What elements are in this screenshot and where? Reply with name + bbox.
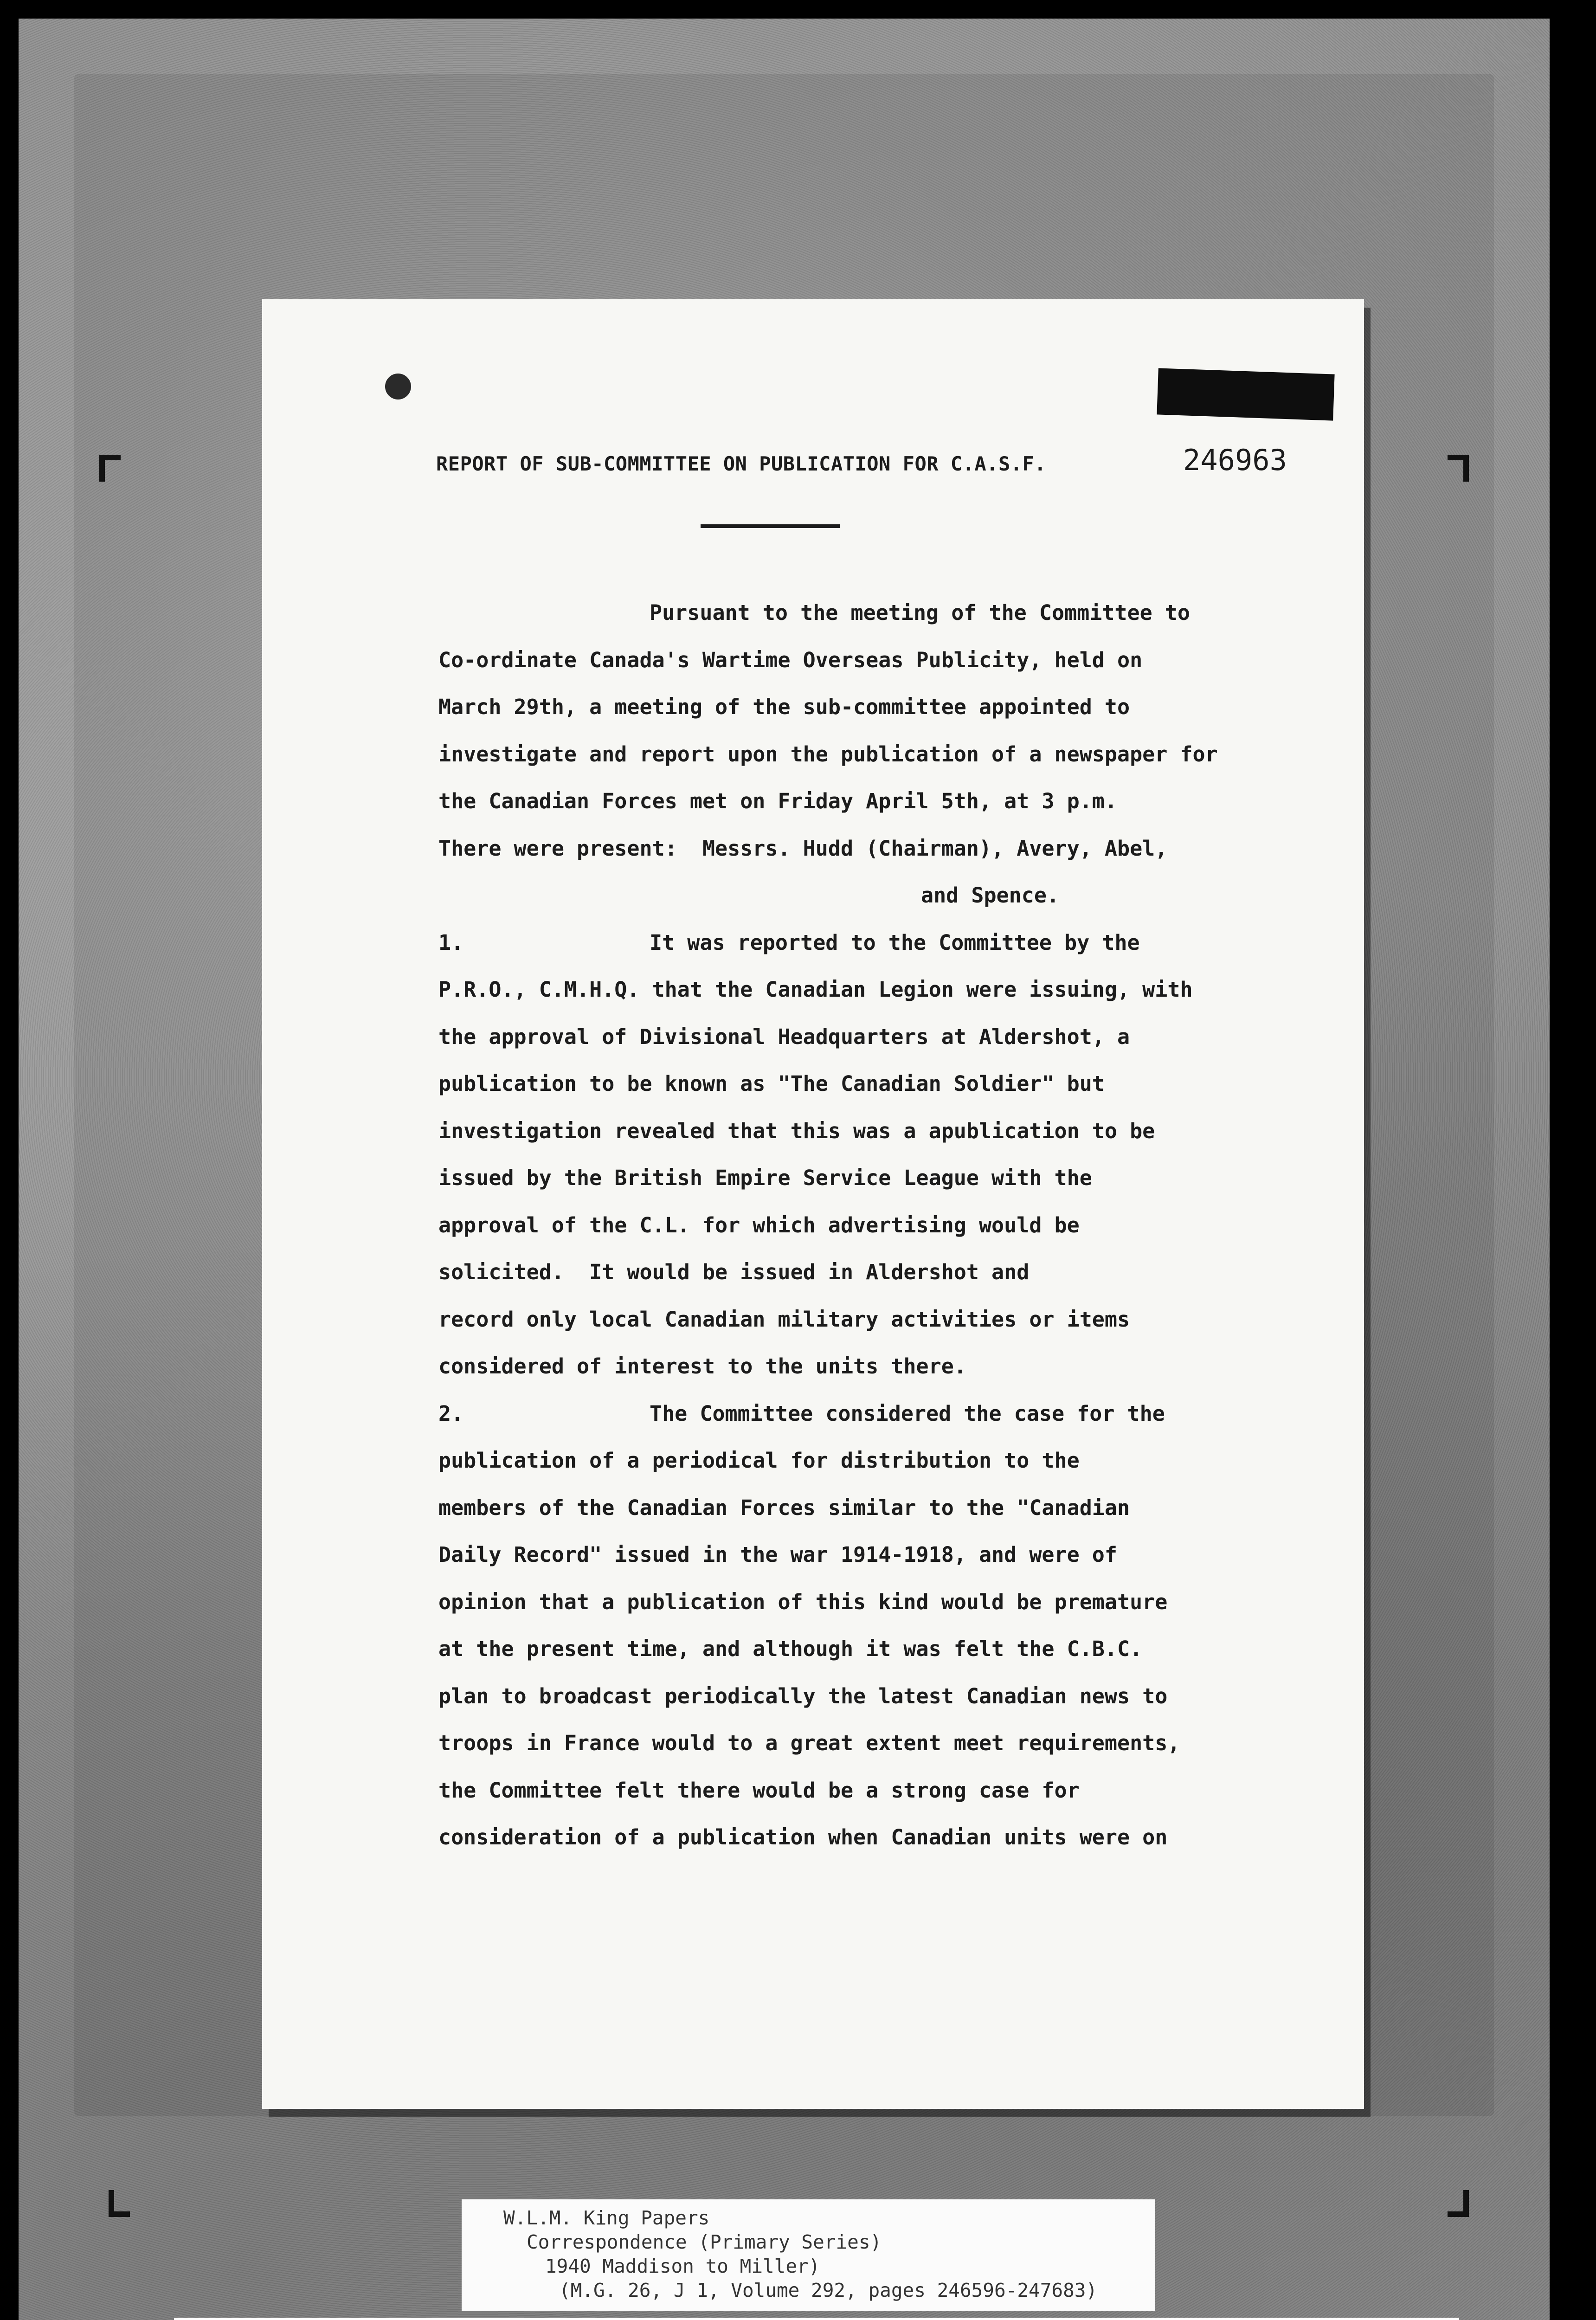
line-text: The Committee considered the case for the bbox=[650, 1401, 1165, 1426]
document-line: considered of interest to the units there. bbox=[438, 1354, 966, 1379]
crop-mark-top-left bbox=[99, 455, 121, 482]
title-underline bbox=[701, 524, 840, 528]
black-tape-strip bbox=[1157, 368, 1334, 420]
document-line: Co-ordinate Canada's Wartime Overseas Publicity, held on bbox=[438, 647, 1143, 672]
document-line: the Committee felt there would be a strong case for bbox=[438, 1778, 1080, 1803]
document-line: solicited. It would be issued in Aldershot and bbox=[438, 1260, 1030, 1284]
document-line: plan to broadcast periodically the latest Canadian news to bbox=[438, 1683, 1168, 1708]
document-line: publication of a periodical for distribution to the bbox=[438, 1448, 1080, 1473]
document-number: 246963 bbox=[1183, 443, 1287, 477]
document-line: the approval of Divisional Headquarters at Aldershot, a bbox=[438, 1024, 1130, 1049]
document-line: There were present: Messrs. Hudd (Chairman), Avery, Abel, bbox=[438, 836, 1168, 861]
punch-hole bbox=[385, 374, 411, 400]
document-line: issued by the British Empire Service League with the bbox=[438, 1166, 1092, 1190]
document-line: Pursuant to the meeting of the Committee to bbox=[650, 600, 1190, 625]
slip-line: W.L.M. King Papers bbox=[503, 2207, 710, 2229]
paragraph-number: 1. bbox=[438, 930, 464, 955]
line-text: It was reported to the Committee by the bbox=[650, 930, 1140, 955]
document-line: investigation revealed that this was a apublication to be bbox=[438, 1118, 1155, 1143]
document-title: REPORT OF SUB-COMMITTEE ON PUBLICATION FOR C.A.S.F. bbox=[436, 452, 1047, 475]
typed-document bbox=[262, 299, 1364, 2109]
document-line: at the present time, and although it was felt the C.B.C. bbox=[438, 1637, 1143, 1661]
slip-line: 1940 Maddison to Miller) bbox=[545, 2255, 820, 2277]
document-line: publication to be known as "The Canadian Soldier" but bbox=[438, 1071, 1105, 1096]
paragraph-number-line bbox=[438, 919, 1343, 967]
crop-mark-bottom-left bbox=[109, 2190, 130, 2217]
document-line: approval of the C.L. for which advertising would be bbox=[438, 1212, 1080, 1237]
document-line: investigate and report upon the publication of a newspaper for bbox=[438, 741, 1218, 767]
document-line: opinion that a publication of this kind would be premature bbox=[438, 1589, 1168, 1614]
document-line: March 29th, a meeting of the sub-committee appointed to bbox=[438, 695, 1130, 719]
document-line: the Canadian Forces met on Friday April 5th, at 3 p.m. bbox=[438, 789, 1117, 813]
document-line: consideration of a publication when Canadian units were on bbox=[438, 1825, 1168, 1850]
slip-line: Correspondence (Primary Series) bbox=[527, 2231, 882, 2253]
document-line: troops in France would to a great extent meet requirements, bbox=[438, 1731, 1180, 1755]
crop-mark-top-right bbox=[1448, 455, 1469, 482]
document-line: record only local Canadian military activities or items bbox=[438, 1307, 1130, 1332]
paragraph-number-line bbox=[438, 1390, 1343, 1437]
document-line: and Spence. bbox=[921, 883, 1060, 908]
document-line: P.R.O., C.M.H.Q. that the Canadian Legion were issuing, with bbox=[438, 977, 1193, 1002]
document-body bbox=[438, 589, 1343, 1861]
paragraph-number: 2. bbox=[438, 1401, 464, 1426]
crop-mark-bottom-right bbox=[1448, 2190, 1469, 2217]
slip-line: (M.G. 26, J 1, Volume 292, pages 246596-247683) bbox=[559, 2279, 1098, 2301]
document-line: members of the Canadian Forces similar to the "Canadian bbox=[438, 1495, 1130, 1520]
catalog-slip bbox=[462, 2199, 1155, 2311]
document-line: Daily Record" issued in the war 1914-1918, and were of bbox=[438, 1542, 1117, 1567]
